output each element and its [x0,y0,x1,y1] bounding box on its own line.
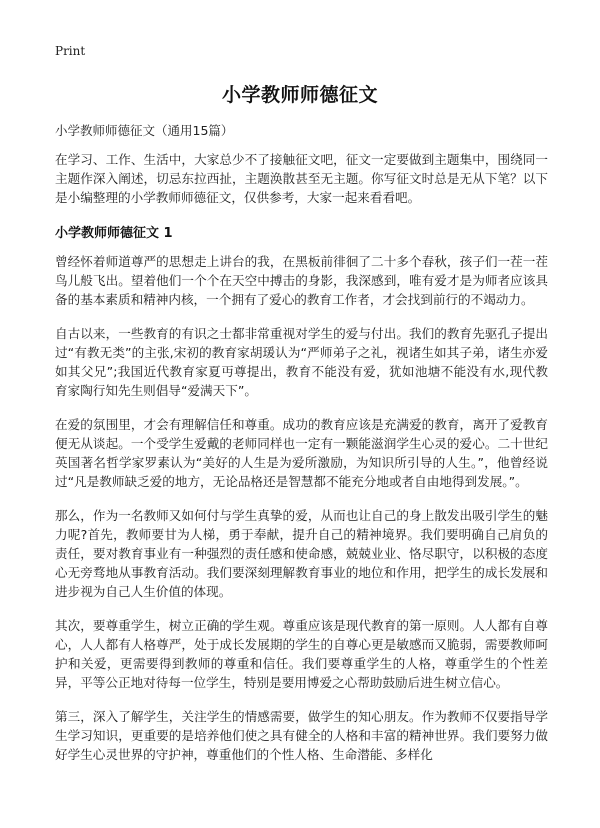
body-paragraph: 自古以来，一些教育的有识之士都非常重视对学生的爱与付出。我们的教育先驱孔子提出过“有教无类”的主张,宋初的教育家胡瑗认为“严师弟子之礼，视诸生如其子弟，诸生亦爱如其父兄”;我国近代教育家夏丏尊提出，教育不能没有爱，犹如池塘不能没有水,现代教育家陶行知先生则倡导“爱满天下”。 [55,326,548,398]
body-paragraph: 那么，作为一名教师又如何付与学生真挚的爱，从而也让自己的身上散发出吸引学生的魅力呢?首先，教师要甘为人梯，勇于奉献，提升自己的精神境界。我们要明确自己肩负的责任，要对教育事业有一种强烈的责任感和使命感，兢兢业业、恪尽职守，以积极的态度心无旁骛地从事教育活动。我们要深刻理解教育事业的地位和作用，把学生的成长发展和进步视为自己人生价值的体现。 [55,508,548,599]
article-body [55,150,548,779]
body-paragraph: 其次，要尊重学生，树立正确的学生观。尊重应该是现代教育的第一原则。人人都有自尊心，人人都有人格尊严，处于成长发展期的学生的自尊心更是敏感而又脆弱，需要教师呵护和关爱，更需要得到教师的尊重和信任。我们要尊重学生的人格，尊重学生的个性差异，平等公正地对待每一位学生，特别是要用博爱之心帮助鼓励后进生树立信心。 [55,618,548,690]
body-paragraph: 第三，深入了解学生，关注学生的情感需要，做学生的知心朋友。作为教师不仅要指导学生学习知识，更重要的是培养他们使之具有健全的人格和丰富的精神世界。我们要努力做好学生心灵世界的守护神，尊重他们的个性人格、生命潜能、多样化 [55,709,548,762]
body-paragraph: 曾经怀着师道尊严的思想走上讲台的我，在黑板前徘徊了二十多个春秋，孩子们一茬一茬鸟儿般飞出。望着他们一个个在天空中搏击的身影，我深感到，唯有爱才是为师者应该具备的基本素质和精神内核，一个拥有了爱心的教育工作者，才会找到前行的不竭动力。 [55,254,548,307]
section-heading: 小学教师师德征文 1 [55,226,173,241]
print-link[interactable]: Print [55,44,86,58]
page-title: 小学教师师德征文 [221,84,378,106]
body-paragraph: 在爱的氛围里，才会有理解信任和尊重。成功的教育应该是充满爱的教育，离开了爱教育便无从谈起。一个受学生爱戴的老师同样也一定有一颗能滋润学生心灵的爱心。二十世纪英国著名哲学家罗素认为“美好的人生是为爱所激励，为知识所引导的人生。”，他曾经说过“凡是教师缺乏爱的地方，无论品格还是智慧都不能充分地或者自由地得到发展。”。 [55,417,548,489]
intro-paragraph: 在学习、工作、生活中，大家总少不了接触征文吧，征文一定要做到主题集中，围绕同一主题作深入阐述，切忌东拉西扯，主题涣散甚至无主题。你写征文时总是无从下笔？以下是小编整理的小学教师师德征文，仅供参考，大家一起来看看吧。 [55,152,548,205]
document-subtitle: 小学教师师德征文（通用15篇） [55,123,234,138]
